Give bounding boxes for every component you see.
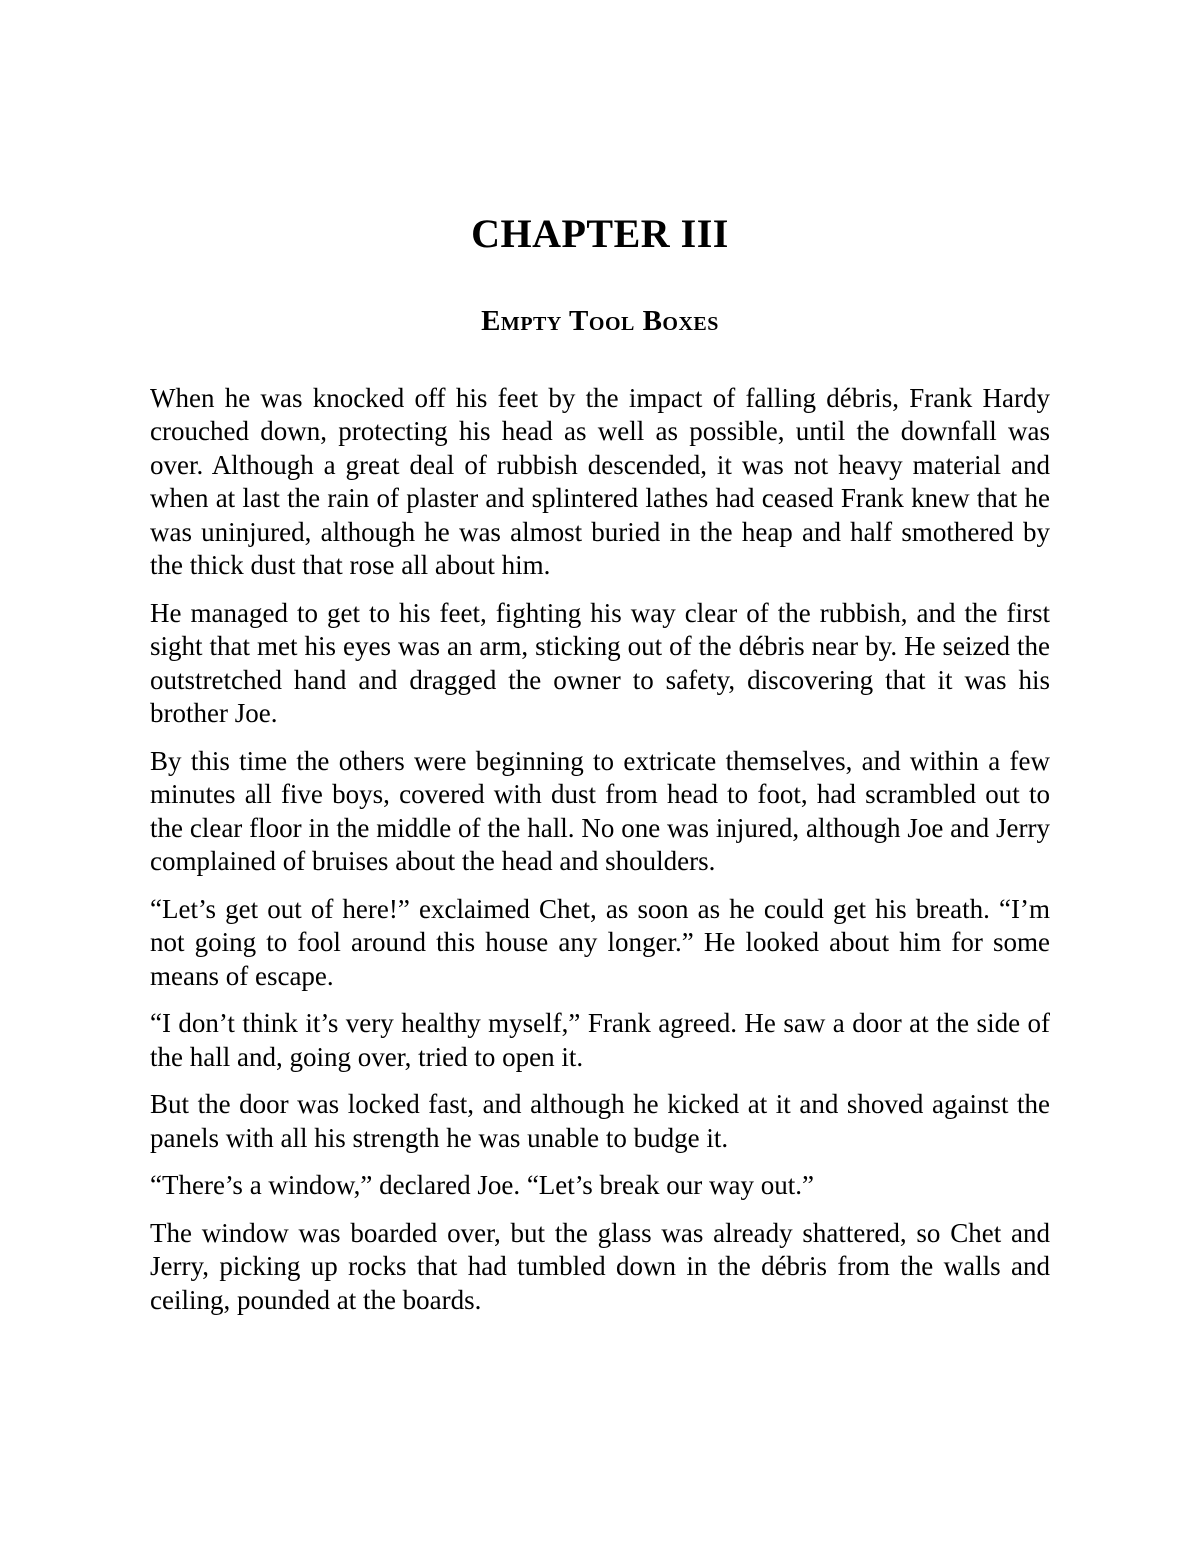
paragraph: He managed to get to his feet, fighting his way clear of the rubbish, and the first sight that met his eyes was an arm, sticking out of the débris near by. He seized the outstretched hand and dragged the owner to safety, discovering that it was his brother Joe. xyxy=(150,597,1050,729)
paragraph: But the door was locked fast, and although he kicked at it and shoved against the panels with all his strength he was unable to budge it. xyxy=(150,1089,1050,1153)
chapter-title: CHAPTER III xyxy=(471,211,729,256)
section-title: Empty Tool Boxes xyxy=(481,305,719,337)
paragraph: “There’s a window,” declared Joe. “Let’s break our way out.” xyxy=(150,1170,814,1201)
body-text xyxy=(150,382,1050,1318)
paragraph: The window was boarded over, but the glass was already shattered, so Chet and Jerry, picking up rocks that had tumbled down in the débris from the walls and ceiling, pounded at the boards. xyxy=(150,1217,1050,1315)
paragraph: By this time the others were beginning to extricate themselves, and within a few minutes all five boys, covered with dust from head to foot, had scrambled out to the clear floor in the middle of the hall. No one was injured, although Joe and Jerry complained of bruises about the head and shoulders. xyxy=(150,745,1050,877)
paragraph: “I don’t think it’s very healthy myself,” Frank agreed. He saw a door at the side of the hall and, going over, tried to open it. xyxy=(150,1008,1050,1072)
text-column xyxy=(150,0,1050,1331)
paragraph: “Let’s get out of here!” exclaimed Chet, as soon as he could get his breath. “I’m not going to fool around this house any longer.” He looked about him for some means of escape. xyxy=(150,893,1050,991)
paragraph: When he was knocked off his feet by the impact of falling débris, Frank Hardy crouched down, protecting his head as well as possible, until the downfall was over. Although a great deal of rubbish descended, it was not heavy material and when at last the rain of plaster and splintered lathes had ceased Frank knew that he was uninjured, although he was almost buried in the heap and half smothered by the thick dust that rose all about him. xyxy=(150,382,1050,581)
